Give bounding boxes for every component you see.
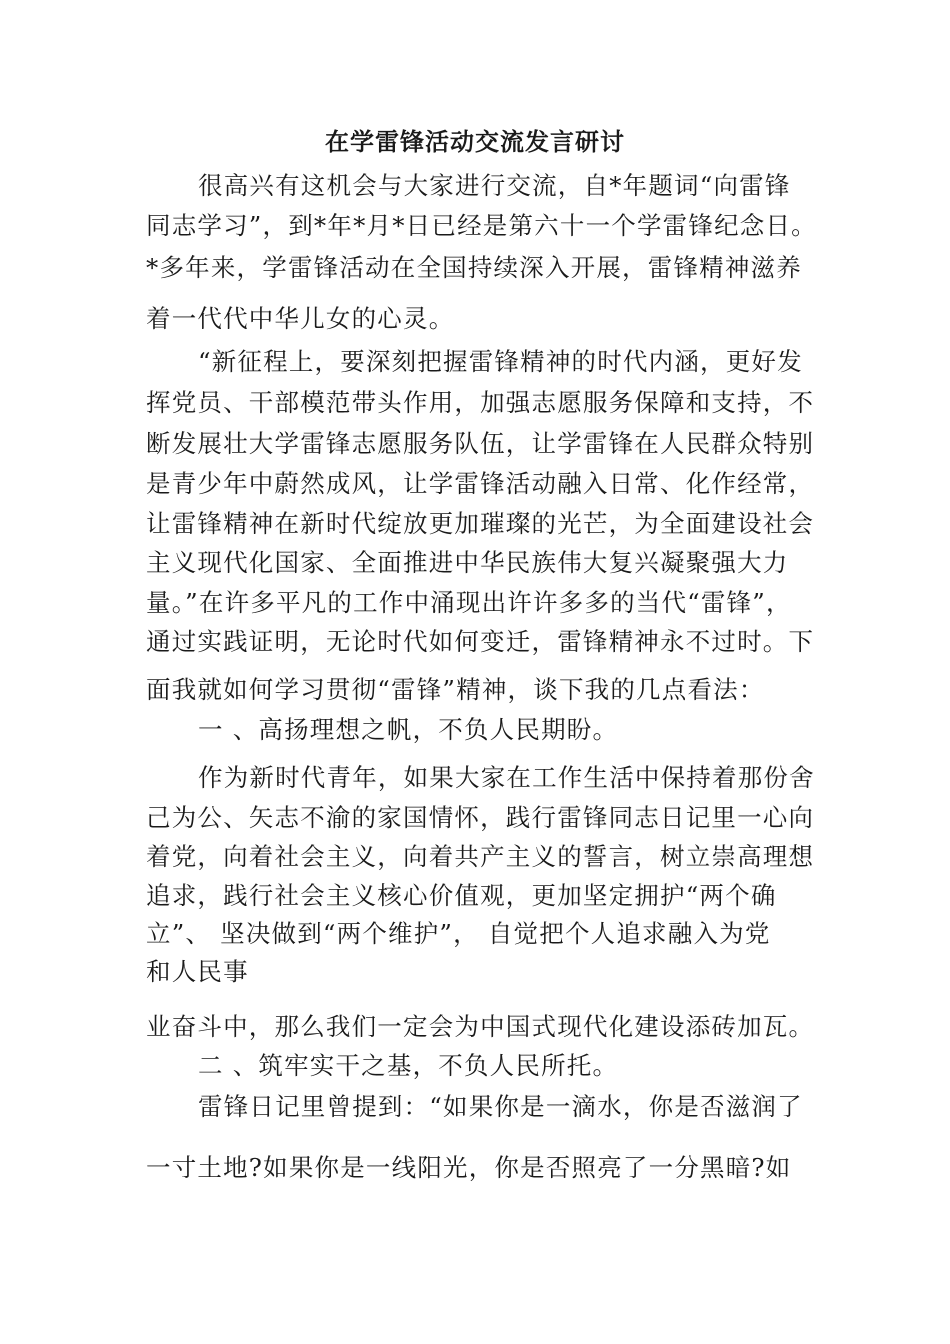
paragraph-line: 着一代代中华儿女的心灵。 bbox=[146, 304, 455, 333]
paragraph-line: *多年来，学雷锋活动在全国持续深入开展，雷锋精神滋养 bbox=[146, 253, 802, 282]
paragraph-line: 是青少年中蔚然成风，让学雷锋活动融入日常、化作经常， bbox=[146, 469, 815, 498]
paragraph-line: 断发展壮大学雷锋志愿服务队伍，让学雷锋在人民群众特别 bbox=[146, 429, 815, 458]
paragraph-line: 雷锋日记里曾提到：“如果你是一滴水，你是否滋润了 bbox=[198, 1092, 803, 1121]
paragraph-line: 量。”在许多平凡的工作中涌现出许许多多的当代“雷锋”， bbox=[146, 588, 792, 617]
paragraph-line: 一寸土地?如果你是一线阳光，你是否照亮了一分黑暗?如 bbox=[146, 1153, 792, 1182]
paragraph-line: 让雷锋精神在新时代绽放更加璀璨的光芒，为全面建设社会 bbox=[146, 509, 815, 538]
paragraph-line: “新征程上，要深刻把握雷锋精神的时代内涵，更好发 bbox=[198, 347, 803, 376]
paragraph-line: 业奋斗中，那么我们一定会为中国式现代化建设添砖加瓦。 bbox=[146, 1012, 815, 1041]
paragraph-line: 和人民事 bbox=[146, 957, 249, 986]
section-heading: 一 、高扬理想之帆，不负人民期盼。 bbox=[198, 715, 619, 744]
paragraph-line: 主义现代化国家、全面推进中华民族伟大复兴凝聚强大力 bbox=[146, 548, 789, 577]
paragraph-line: 着党，向着社会主义，向着共产主义的誓言，树立崇高理想 bbox=[146, 842, 815, 871]
paragraph-line: 立”、 坚决做到“两个维护”， 自觉把个人追求融入为党 bbox=[146, 919, 771, 948]
paragraph-line: 作为新时代青年，如果大家在工作生活中保持着那份舍 bbox=[198, 763, 815, 792]
paragraph-line: 很高兴有这机会与大家进行交流，自*年题词“向雷锋 bbox=[198, 171, 791, 200]
document-title: 在学雷锋活动交流发言研讨 bbox=[325, 127, 625, 156]
paragraph-line: 同志学习”，到*年*月*日已经是第六十一个学雷锋纪念日。 bbox=[146, 211, 817, 240]
paragraph-line: 通过实践证明，无论时代如何变迁，雷锋精神永不过时。下 bbox=[146, 627, 815, 656]
paragraph-line: 己为公、矢志不渝的家国情怀，践行雷锋同志日记里一心向 bbox=[146, 803, 815, 832]
paragraph-line: 挥党员、干部模范带头作用，加强志愿服务保障和支持，不 bbox=[146, 388, 815, 417]
section-heading: 二 、筑牢实干之基，不负人民所托。 bbox=[198, 1051, 619, 1080]
paragraph-line: 追求，践行社会主义核心价值观，更加坚定拥护“两个确 bbox=[146, 881, 777, 910]
paragraph-line: 面我就如何学习贯彻“雷锋”精神，谈下我的几点看法： bbox=[146, 675, 765, 704]
